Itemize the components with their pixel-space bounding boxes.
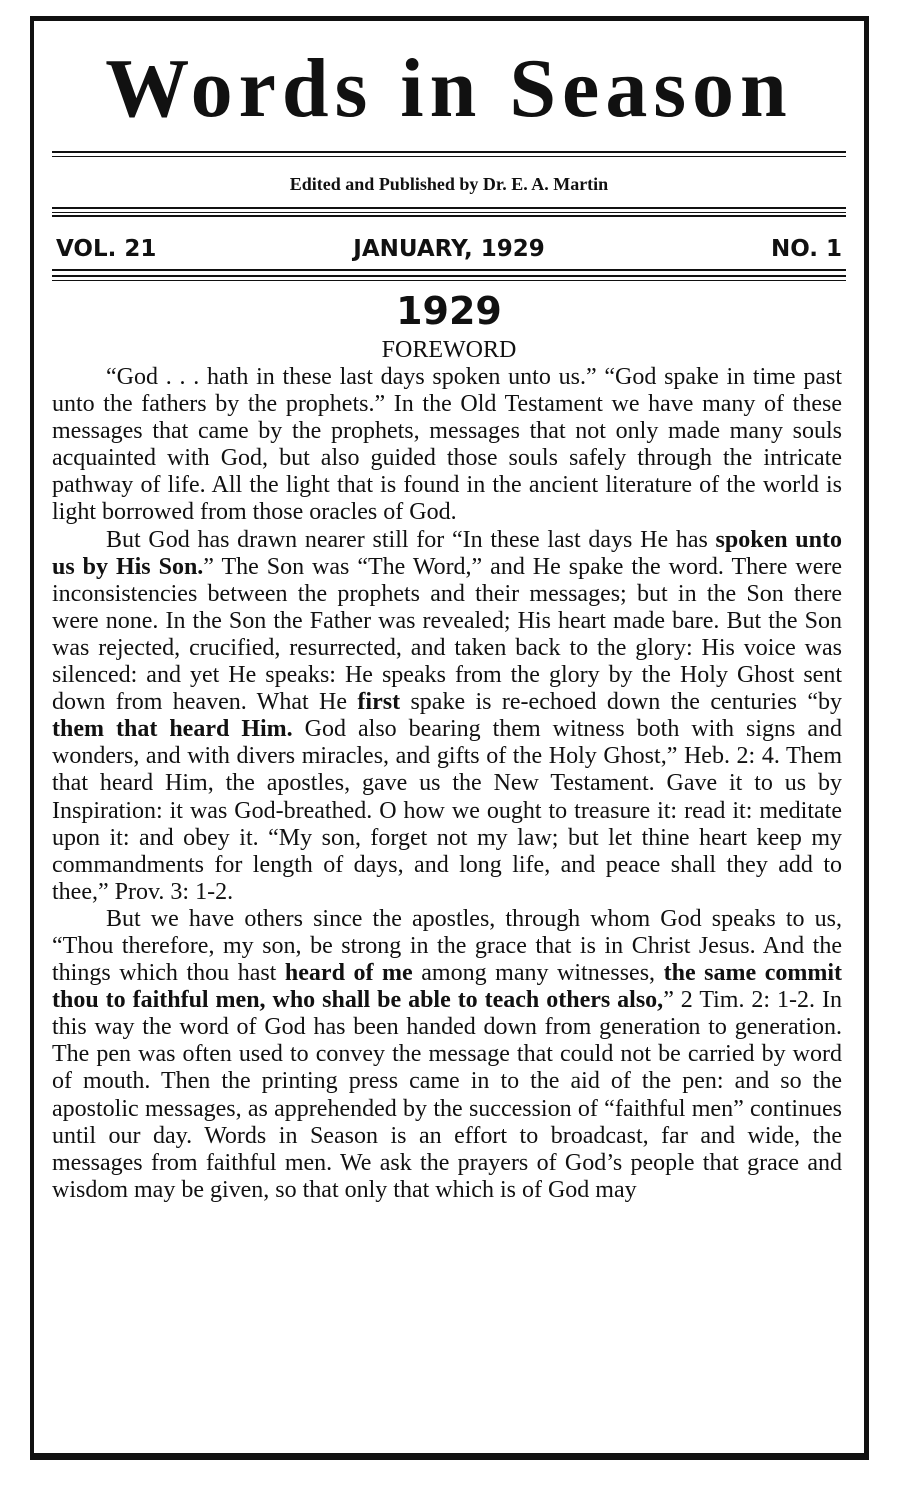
text-run: spake is re-echoed down the centuries “by — [400, 689, 842, 716]
editor-rule-top — [52, 207, 846, 213]
issue-rule-top — [52, 269, 846, 271]
text-run: “God . . . hath in these last days spoken unto us.” “God spake in time past unto the fathers by the prophets.” In the Old Testament we have many of these messages that came by the prophets, messages that not only made many souls acquainted with God, but also guided those souls safely through the intricate pathway of life. All the light that is found in the ancient literature of the world is light borrowed from those oracles of God. — [52, 364, 842, 526]
editor-rule-bottom — [52, 215, 846, 217]
issue-rule-bottom — [52, 275, 846, 281]
text-run: among many witnesses, — [412, 960, 664, 987]
issue-date: JANUARY, 1929 — [353, 236, 545, 262]
article-paragraph — [52, 906, 842, 1204]
issue-number: NO. 1 — [770, 236, 842, 262]
text-run: God also bearing them witness both with signs and wonders, and with divers miracles, and gifts of the Holy Ghost,” Heb. 2: 4. Them that heard Him, the apostles, gave us the New Testament. Gave it to us by Inspiration: it was God-breathed. O how we ought to treasure it: read it: meditate upon it: and obey it. “My son, forget not my law; but let thine heart keep my commandments for length of days, and long life, and peace shall they add to thee,” Prov. 3: 1-2. — [52, 716, 842, 905]
page-border — [30, 16, 869, 1460]
article-heading: FOREWORD — [381, 337, 517, 363]
emphasized-text: heard of me — [284, 960, 413, 987]
issue-line — [52, 234, 846, 264]
text-run: But God has drawn nearer still for “In these last days He has — [106, 526, 716, 553]
volume-label: VOL. 21 — [56, 236, 157, 262]
article-paragraph — [52, 527, 842, 906]
article-paragraph — [52, 364, 842, 527]
emphasized-text: the same commit thou to faithful men, who shall be able to teach others also, — [52, 960, 843, 1014]
masthead-rule — [52, 151, 846, 157]
text-run: ” 2 Tim. 2: 1-2. In this way the word of God has been handed down from generation to generation. The pen was often used to convey the message that could not be carried by word of mouth. Then the printing press came in to the aid of the pen: and so the apostolic messages, as apprehended by the succession of “faithful men” continues until our day. Words in Season is an effort to broadcast, far and wide, the messages from faithful men. We ask the prayers of God’s people that grace and wisdom may be given, so that only that which is of God may — [52, 987, 842, 1203]
emphasized-text: spoken unto us by His Son. — [52, 526, 842, 580]
text-run: ” The Son was “The Word,” and He spake the word. There were inconsistencies between the prophets and their messages; but in the Son there were none. In the Son the Father was revealed; His heart made bare. But the Son was rejected, crucified, resurrected, and taken back to the glory: His voice was silenced: and yet He speaks: He speaks from the glory by the Holy Ghost sent down from heaven. What He — [52, 553, 843, 716]
editor-line: Edited and Published by Dr. E. A. Martin — [289, 174, 609, 194]
emphasized-text: them that heard Him. — [52, 716, 293, 743]
article-year: 1929 — [396, 289, 502, 333]
emphasized-text: first — [357, 689, 401, 716]
article-body — [52, 364, 842, 1204]
text-run: But we have others since the apostles, through whom God speaks to us, “Thou therefore, my son, be strong in the grace that is in Christ Jesus. And the things which thou hast — [52, 905, 842, 987]
masthead-title: Words in Season — [105, 42, 793, 135]
